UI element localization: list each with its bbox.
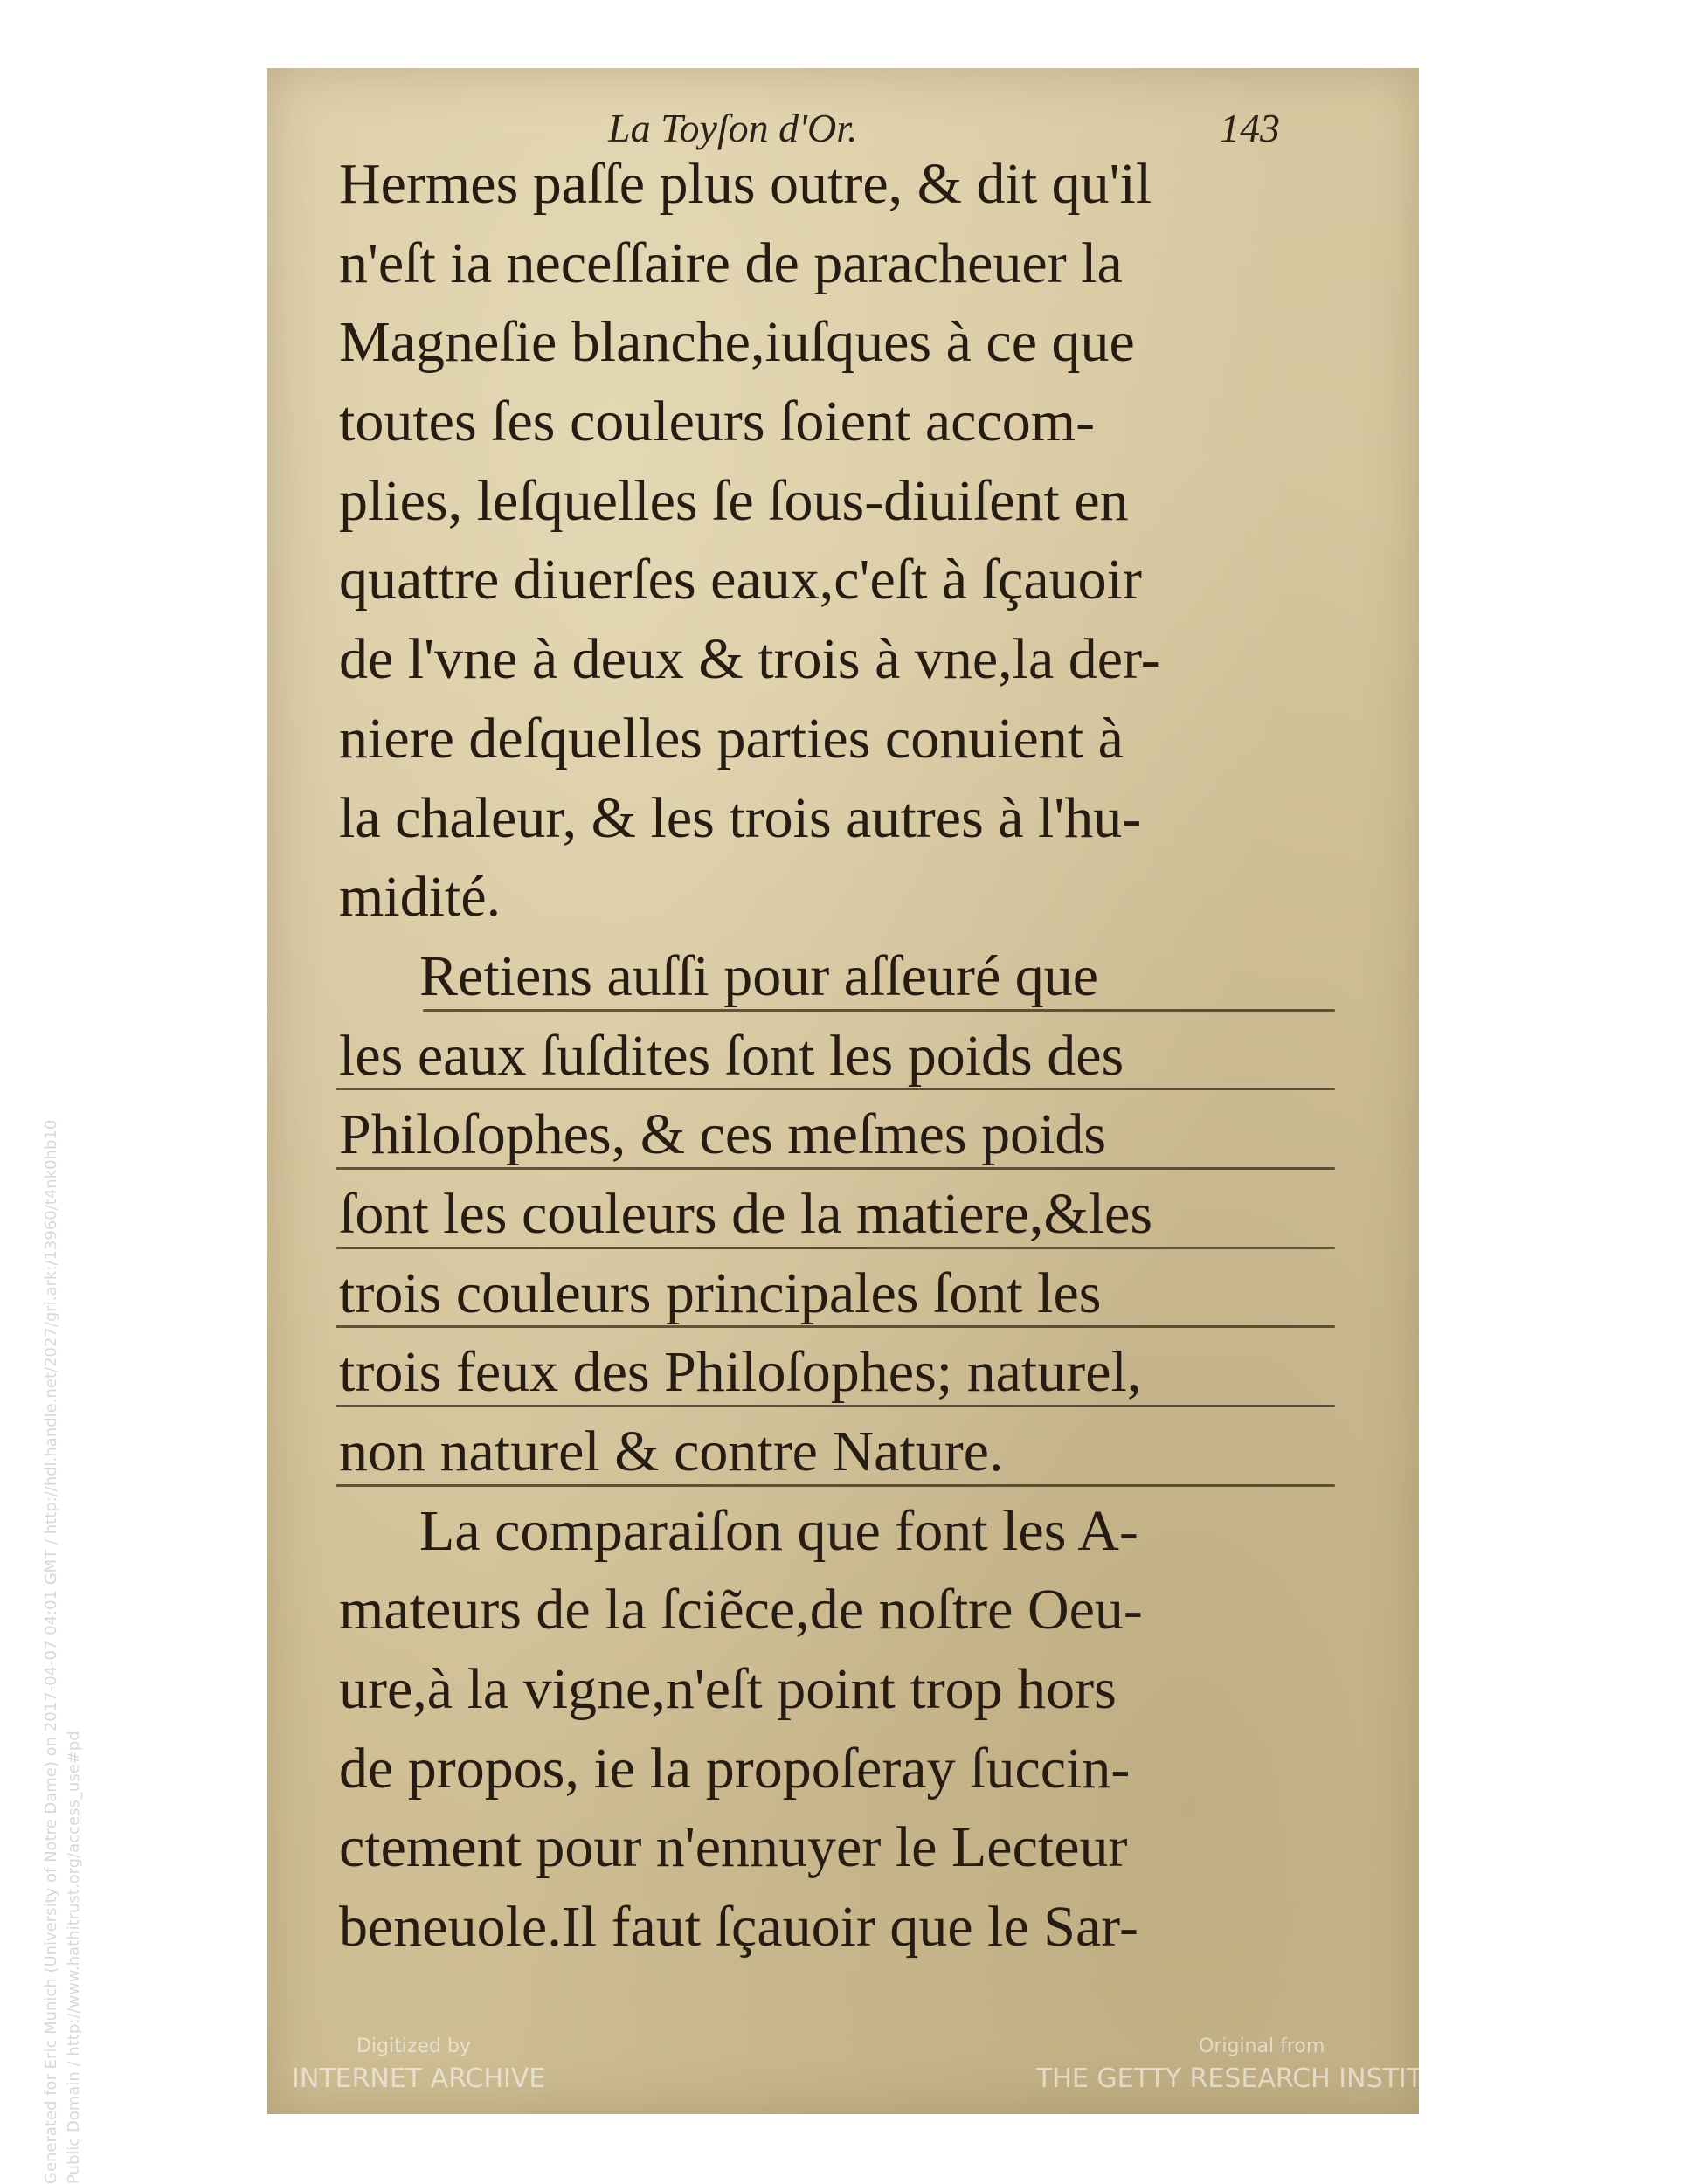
text-line: quattre diuerſes eaux,c'eſt à ſçauoir: [339, 548, 1142, 612]
text-line: toutes ſes couleurs ſoient accom-: [339, 390, 1096, 454]
page-scan: [267, 68, 1475, 2114]
text-line: midité.: [339, 865, 502, 930]
access-side-note: [40, 1120, 86, 2184]
page-number: 143: [1220, 106, 1280, 150]
underlined-line: trois feux des Philoſophes; naturel,: [339, 1333, 1335, 1413]
getty-institute-label: THE GETTY RESEARCH INSTITUTE: [1036, 2063, 1475, 2094]
underlined-line: les eaux ſuſdites ſont les poids des: [339, 1017, 1335, 1096]
running-title: La Toyſon d'Or.: [608, 106, 858, 150]
text-line: Magneſie blanche,iuſques à ce que: [339, 310, 1135, 375]
text-line: beneuole.Il faut ſçauoir que le Sar-: [339, 1895, 1138, 1959]
digitized-by-label: Digitized by: [356, 2035, 471, 2057]
text-line: niere deſquelles parties conuient à: [339, 706, 1124, 771]
side-note-line-1: Generated for Eric Munich (University of Notre Dame) on 2017-04-07 04:01 GMT / http://hdl.handle.net/2027/gri.ark:/13960/t4nk0hb10: [42, 1119, 60, 2184]
text-line: ure,à la vigne,n'eſt point trop hors: [339, 1657, 1117, 1722]
text-line: Hermes paſſe plus outre, & dit qu'il: [339, 152, 1152, 216]
body-text: [339, 145, 1335, 1967]
underlined-line: non naturel & contre Nature.: [339, 1413, 1335, 1492]
underlined-line: Philoſophes, & ces meſmes poids: [339, 1095, 1335, 1175]
underlined-line: ſont les couleurs de la matiere,&les: [339, 1175, 1335, 1254]
text-line: de propos, ie la propoſeray ſuccin-: [339, 1736, 1131, 1800]
underlined-line: Retiens auſſi pour aſſeuré que: [339, 937, 1335, 1017]
internet-archive-label: INTERNET ARCHIVE: [292, 2063, 546, 2094]
text-line: de l'vne à deux & trois à vne,la der-: [339, 627, 1160, 692]
text-line: La comparaiſon que font les A-: [419, 1498, 1138, 1563]
side-note-line-2: Public Domain / http://www.hathitrust.org/access_use#pd: [65, 1731, 83, 2184]
text-line: ctement pour n'ennuyer le Lecteur: [339, 1815, 1128, 1880]
text-line: plies, leſquelles ſe ſous-diuiſent en: [339, 468, 1129, 533]
text-line: la chaleur, & les trois autres à l'hu-: [339, 785, 1142, 850]
text-line: mateurs de la ſciẽce,de noſtre Oeu-: [339, 1578, 1143, 1642]
underlined-line: trois couleurs principales ſont les: [339, 1254, 1335, 1334]
original-from-label: Original from: [1199, 2035, 1325, 2057]
text-line: n'eſt ia neceſſaire de paracheuer la: [339, 231, 1123, 295]
